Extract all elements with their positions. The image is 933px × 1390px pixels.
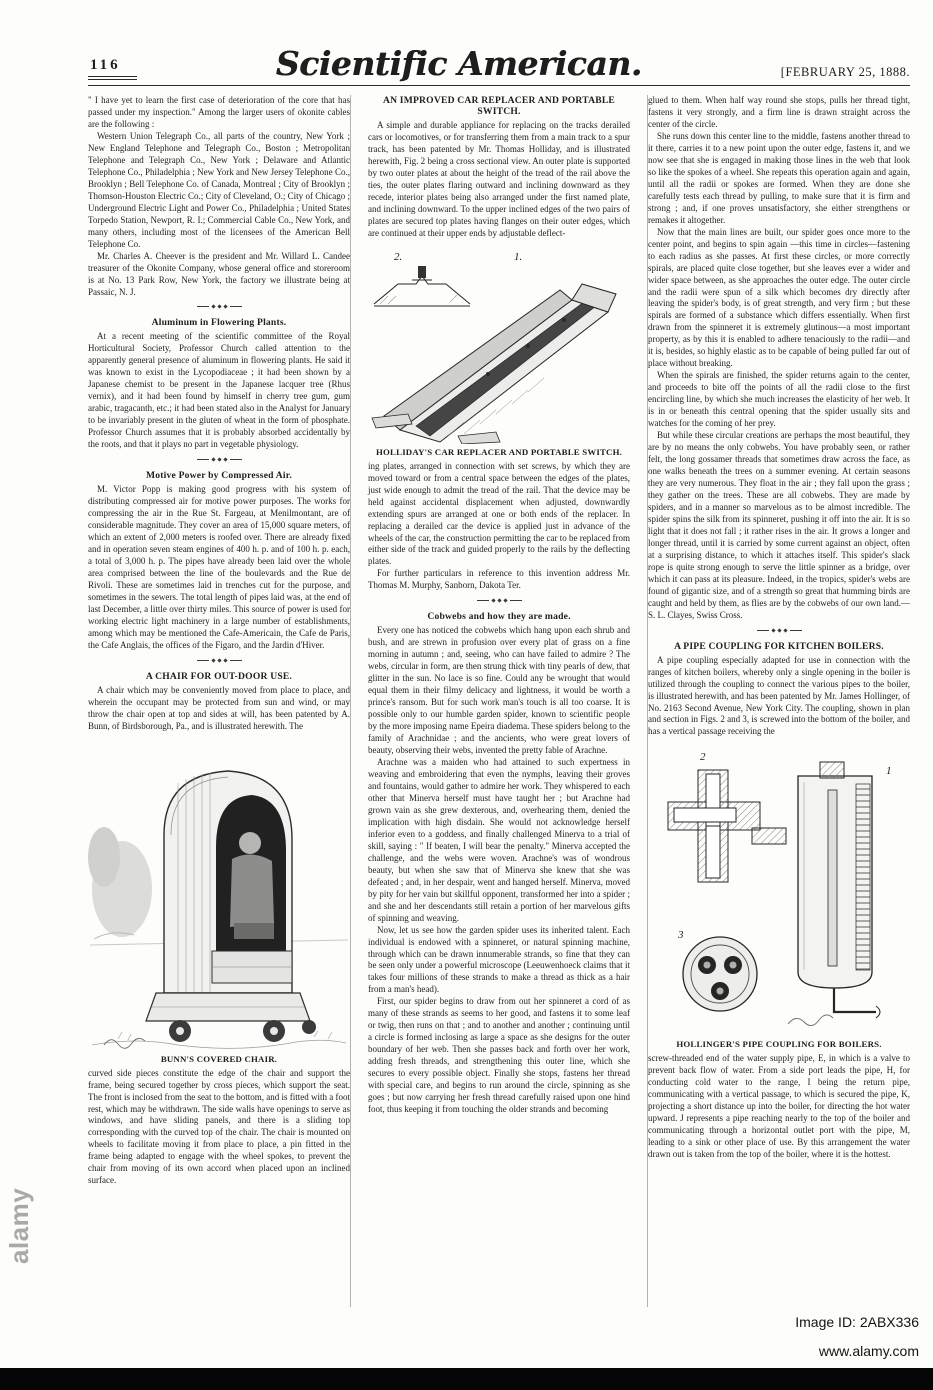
watermark-info <box>795 1308 919 1367</box>
figure-caption: BUNN'S COVERED CHAIR. <box>160 1053 278 1064</box>
paragraph: When the spirals are finished, the spider returns again to the center, and proceeds to bite off the points of all the radii close to the first encircling line, by which she much increases the elasticity of her web. It is in or beneath this central opening that the spider usually sits and watches for the coming of her prey. <box>648 370 910 429</box>
paragraph: A simple and durable appliance for replacing on the tracks derailed cars or locomotives, or for transferring them from a main track to a spur track, has been patented by Mr. Thomas Holliday, and is illustrated herewith, Fig. 2 being a cross sectional view. An outer plate is supported by two outer plates at about the height of the tread of the rail above the ties, the outer plates flaring outward and inclining downward as they recede, interior plates being also arranged under the first named plate, and inclining downward. To the upper inclined edges of the two pairs of plates are secured top plates having flanges on their outer edges, which are continued at their upper ends by adjustable deflect- <box>368 120 630 238</box>
alamy-side-logo: alamy <box>4 1187 34 1264</box>
car-replacer-engraving <box>368 246 630 444</box>
figure-number: 3 <box>678 929 684 942</box>
paragraph: M. Victor Popp is making good progress with his system of distributing compressed air for motive power purposes. The works for compressing the air in the Rue St. Fargeau, at Menilmontant, are of considerable magnitude. They cover an area of 15,000 square meters, of which an extent of 2,000 meters is roofed over. There are already fixed and in operation seven steam engines of 400 h. p. and of 100 h. p. each, a total of 3,000 h. p. The pipes have already been laid over the whole area comprised between the line of the boulevards and the Rue de Rivoli. These are sometimes laid in trenches cut for the purpose, and sometimes in the sewers. The total length of pipes laid was, at the end of last December, a little over thirty miles. This source of power is used for working electric light machinery in a large number of establishments, among which may be mentioned the Cafe-Americain, the Cafe de Paris, the Cafe Anglais, the offices of the Figaro, and the Jardin d'Hiver. <box>88 484 350 650</box>
figure-number: 1. <box>514 250 523 263</box>
figure-caption: HOLLIDAY'S CAR REPLACER AND PORTABLE SWITCH. <box>375 446 623 457</box>
paragraph: Every one has noticed the cobwebs which hang upon each shrub and bush, and are strewn in profusion over every plat of grass on a fine morning in autumn ; and, seeing, who can have failed to admire ? The webs, circular in form, are then strung thick with tiny pearls of dew, that glitter in the sun. No lace is so fine. Could any be wrought that would equal them in their filmy delicacy and lightness, it would be worth a prince's ransom. But for such work man's touch is all too coarse. It is possible only to our humble garden spider, known to scientific people by the more imposing name Epeira diadema. These spiders belong to the family of Arachnidae ; and the ancients, who were great lovers of beauty, observing their webs, invented the pretty fable of Arachne. <box>368 625 630 756</box>
paragraph: For further particulars in reference to this invention address Mr. Thomas M. Murphy, Sanborn, Dakota Ter. <box>368 568 630 591</box>
page-columns <box>88 95 910 1307</box>
ornament-separator <box>368 595 630 606</box>
page-number: 116 <box>88 57 137 80</box>
paragraph: A chair which may be conveniently moved from place to place, and wherein the occupant may be protected from sun and wind, or may throw the chair open at top and sides at will, has been patented by A. Bunn, of Birdsborough, Pa., and is illustrated herewith. The <box>88 684 350 731</box>
column-middle <box>350 95 648 1307</box>
article-title: Aluminum in Flowering Plants. <box>151 317 287 329</box>
column-left <box>88 95 350 1307</box>
issue-date: [FEBRUARY 25, 1888. <box>780 65 910 79</box>
alamy-url-text: www.alamy.com <box>818 1343 919 1360</box>
column-right <box>648 95 910 1307</box>
figure-caption: HOLLINGER'S PIPE COUPLING FOR BOILERS. <box>676 1039 882 1050</box>
paragraph: Now, let us see how the garden spider uses its inherited talent. Each individual is endowed with a spinneret, or natural spinning machine, through which can be drawn innumerable strands, so fine that they can be seen only under a powerful microscope (Leeuwenhoeck claims that it takes four millions of these strands to make a thread as thick as a hair from a man's head). <box>368 924 630 995</box>
paragraph: First, our spider begins to draw from out her spinneret a cord of as many of these strands as seems to her good, and fastens it to some leaf or twig, then runs on that ; and to another and another ; continuing until a circle is formed inclosing as large a space as she designs for the outer boundary of her web. Then she passes back and forth over her work, adding fresh threads, and strengthening this outer line, which she secures to every possible object. Finally she stops, fastens her thread with special care, and begins to run around the circle, spinning as she goes ; but now carrying her fresh thread carefully raised upon one hind foot, thus keeping it from touching the older strands and becoming <box>368 996 630 1115</box>
paragraph: Now that the main lines are built, our spider goes once more to the center point, and begins to spin again —this time in circles—fastening to each radius as she passes. At first these circles, or more correctly spirals, are placed quite close together, but she leaves ever a wider and wider space between, as she approaches the outer edge. The outer circle and the radii were spun of a silk which becomes dry directly after leaving the spider's body, is of great strength, and very firm ; but these spirals are formed of a substance which differs essentially. When first drawn from the spinneret it is extremely glutinous—a most important property, as by this it is enabled to adhere tenaciously to the radii—and it is, besides, so highly elastic as to be capable of being pulled far out of place without breaking. <box>648 226 910 369</box>
ornament-separator <box>88 454 350 465</box>
chair-figure <box>88 739 350 1064</box>
paragraph: A pipe coupling especially adapted for use in connection with the ranges of kitchen boilers, whereby only a single opening in the boiler is utilized through the coupling to connect the various pipes to the boiler, is illustrated herewith, and has been patented by Mr. James Hollinger, of No. 2163 Second Avenue, New York City. The coupling, shown in plan and section in Figs. 2 and 3, is screwed into the bottom of the boiler, and has a vertical passage receiving the <box>648 654 910 737</box>
ornament-separator <box>88 655 350 666</box>
figure-number: 2. <box>394 250 403 263</box>
paragraph: " I have yet to learn the first case of deterioration of the core that has passed under my inspection." Among the larger users of okonite cables are the following : <box>88 95 350 129</box>
paragraph: ing plates, arranged in connection with set screws, by which they are moved toward or from a central space between the edges of the plates, just wide enough to admit the tread of the rail. That the device may be held against accidental displacement when adjusted, downwardly extending spurs are arranged at one or both ends of the replacer. In replacing a derailed car the device is applied just in advance of the wheels of the car, the construction permitting the car to be replaced from either side of the track and guided properly to the rails by the deflecting plates. <box>368 460 630 567</box>
figure-number: 1 <box>886 765 892 778</box>
paragraph: Western Union Telegraph Co., all parts of the country, New York ; New England Telephone and Telegraph Co., Boston ; Metropolitan Telephone and Telegraph Co., New York ; Delaware and Atlantic Telephone Co., Philadelphia ; New York and New Jersey Telephone Co., Brooklyn ; Bell Telephone Co. of Canada, Montreal ; City of Brooklyn ; Thomson-Houston Electric Co.; City of Cleveland, O.; City of Chicago ; Underground Electric Light and Power Co., Philadelphia ; United States Torpedo Station, Newport, R. I.; Commercial Cable Co., New York, and many others, including most of the licensees of the American Bell Telephone Co. <box>88 130 350 249</box>
paragraph: Mr. Charles A. Cheever is the president and Mr. Willard L. Candee treasurer of the Okonite Company, whose general office and storeroom is at No. 13 Park Row, New York, the factory we illustrate being at Passaic, N. J. <box>88 250 350 297</box>
masthead-title: Scientific American. <box>275 44 642 83</box>
article-title: AN IMPROVED CAR REPLACER AND PORTABLE SWITCH. <box>382 95 616 117</box>
ornament-separator <box>88 301 350 312</box>
covered-chair-engraving <box>88 739 350 1051</box>
pipe-coupling-figure <box>648 744 910 1049</box>
image-id-text: Image ID: 2ABX336 <box>795 1314 919 1330</box>
paragraph: screw-threaded end of the water supply pipe, E, in which is a valve to prevent back flow of water. From a side port leads the pipe, H, for conducting cold water to the range, I being the return pipe, communicating with a vertical passage, to which is secured the pipe, K, projecting a short distance up into the boiler, for directing the hot water upward. J represents a pipe reaching nearly to the top of the boiler and communicating through a horizontal outlet port with the pipe, M, leading to a sink or other place of use. By this arrangement the water drawn out is taken from the top of the boiler, where it is the hottest. <box>648 1053 910 1160</box>
paragraph: Arachne was a maiden who had attained to such expertness in weaving and embroidering that even the nymphs, leaving their groves and fountains, would gather to admire her work. They whispered to each other that Minerva herself must have taught her ; but Arachne had grown vain as she grew dexterous, and, overhearing them, denied the implication with high disdain. She would not acknowledge herself inferior even to a goddess, and finally challenged Minerva to a trial of skill, saying : " If beaten, I will bear the penalty." Minerva accepted the challenge, and the webs were woven. Arachne's was of wondrous beauty, but when she saw that of Minerva she knew that she was defeated ; and, in her despair, went and hanged herself. Minerva, moved by pity for her vain but skillful opponent, transformed her into a spider ; and she and her descendants still retain a portion of her marvelous gifts of spinning and weaving. <box>368 757 630 923</box>
watermark-bottom-bar <box>0 1368 933 1390</box>
figure-number: 2 <box>700 751 706 764</box>
car-replacer-figure <box>368 246 630 457</box>
paragraph: curved side pieces constitute the edge of the chair and support the frame, being secured together by cross pieces, which support the seat. The front is inclosed from the seat to the bottom, and is fitted with a foot rest, which may be withdrawn. The side walls have openings to serve as windows, and have sliding panels, and there is a sliding top corresponding with the curved top of the chair. The chair is mounted on wheels to facilitate moving it from place to place, a pin fitted in the frame being adapted to engage with the wheel spokes, to prevent the chair from moving of its own accord when placed upon an inclined surface. <box>88 1067 350 1186</box>
paragraph: But while these circular creations are perhaps the most beautiful, they are by no means the only cobwebs. You have probably seen, or rather felt, the long gossamer threads that sometimes draw across the face, as one walks beneath the trees on a summer evening. At certain seasons they are very numerous. They float in the air ; they fall upon the grass ; they gather on the trees. These are all cobwebs. They are made by spiders, and in a manner so marvelous as to be almost incredible. The spider spins the silk from its spinneret, pushing it off into the air. It is so light that it does not fall ; it rather rises in the air. It grows a longer and longer thread, until it is carried by some current against an object, often at a surprising distance, to which it attaches itself. This spider's slack rope is quite strong enough to serve the little spinner as a bridge, over which it can pass at its pleasure. Indeed, in the tropics, spider's webs are found of gigantic size, and of a strength so great that humming birds are caught and held by them, as flies are by the cobwebs of our own land.—S. L. Clayes, Swiss Cross. <box>648 430 910 620</box>
pipe-coupling-engraving <box>648 744 910 1036</box>
ornament-separator <box>648 625 910 636</box>
article-title: Cobwebs and how they are made. <box>427 611 571 623</box>
paragraph: She runs down this center line to the middle, fastens another thread to it there, carries it to a new point upon the outer edge, fastens it, and we now see that she is engaged in making those lines in the web that look so like the spokes of a wheel. She repeats this operation again and again, until all the radii or spokes are formed. When they are done she carefully tests each thread by pulling, to make sure that it is firm and strong ; and, if one proves unsatisfactory, she either strengthens or remakes it altogether. <box>648 130 910 225</box>
paragraph: At a recent meeting of the scientific committee of the Royal Horticultural Society, Professor Church called attention to the apparently general presence of aluminum in flowering plants. He said it was known to exist in the Lycopodiaceae ; it had been shown by a Japanese chemist to be present in the Japanese lacquer tree (Rhus vernix), and it had been found by himself in cherry tree gum, gum arabic, tragacanth, etc.; it had been stated also in the Analyst for January to be invariably present in the gluten of wheat in the form of phosphate. Professor Church assumes that it is probably absorbed accidentally by the roots, and that it plays no part in vegetable physiology. <box>88 331 350 450</box>
page-header <box>88 34 910 86</box>
article-title: A PIPE COUPLING FOR KITCHEN BOILERS. <box>674 640 884 652</box>
article-title: A CHAIR FOR OUT-DOOR USE. <box>145 670 293 682</box>
article-title: Motive Power by Compressed Air. <box>146 470 292 482</box>
paragraph: glued to them. When half way round she stops, pulls her thread tight, fastens it very strongly, and a firm line is drawn straight across the center of the circle. <box>648 95 910 129</box>
